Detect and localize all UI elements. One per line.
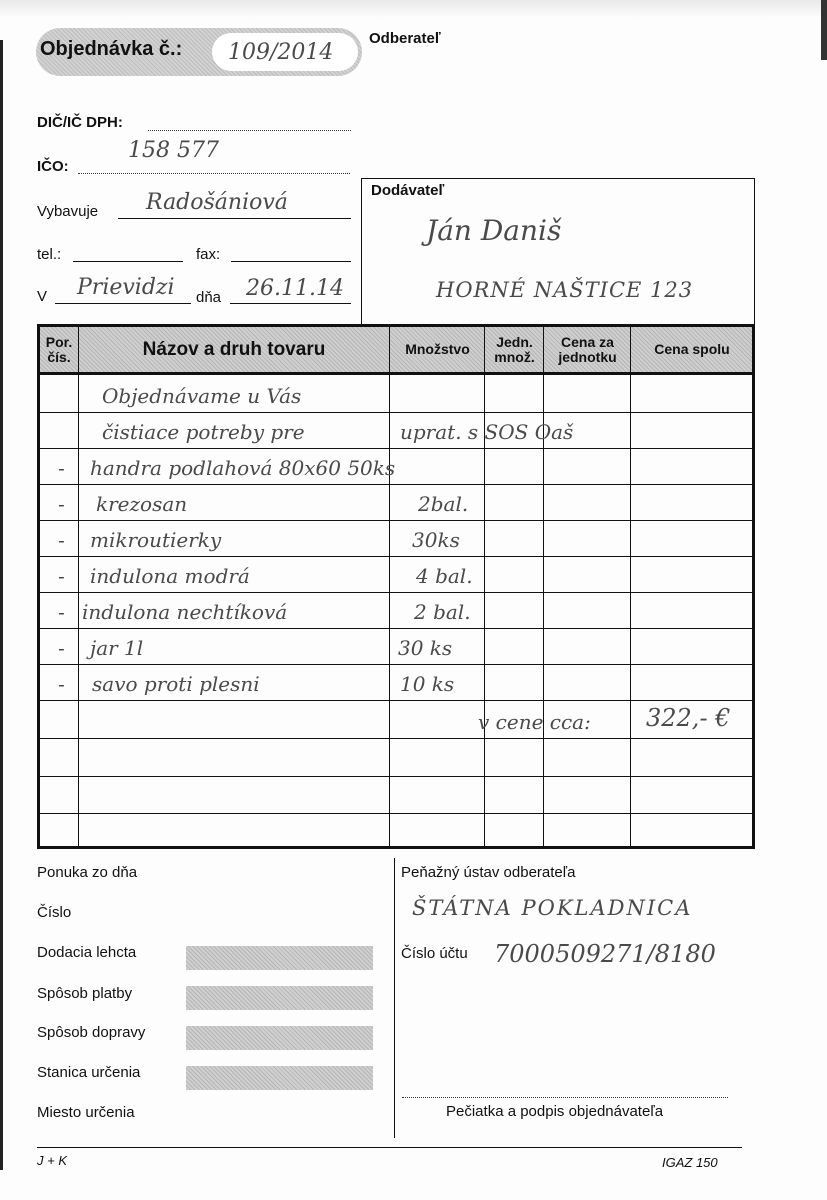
row-8-name: jar 1l [90, 636, 144, 660]
row-divider [40, 738, 752, 739]
row-divider [40, 484, 752, 485]
destination-label: Miesto určenia [37, 1104, 135, 1121]
row-divider [40, 776, 752, 777]
page-right-edge [821, 0, 827, 60]
row-divider [40, 664, 752, 665]
col-divider [630, 327, 631, 846]
row-4-num: - [58, 492, 65, 516]
offer-date-label: Ponuka zo dňa [37, 864, 138, 881]
payment-label: Spôsob platby [37, 985, 133, 1002]
delivery-term-label: Dodacia lehcta [37, 944, 137, 961]
page-top-edge [0, 0, 827, 18]
right-code: IGAZ 150 [662, 1155, 718, 1170]
row-3-name: handra podlahová 80x60 50ks [90, 456, 396, 480]
row-divider [40, 448, 752, 449]
dic-field[interactable] [148, 130, 351, 131]
row-6-num: - [58, 564, 65, 588]
date-value: 26.11.14 [246, 276, 344, 301]
header-unit: Jedn. množ. [494, 333, 535, 365]
date-field[interactable] [230, 303, 351, 304]
signature-field[interactable] [402, 1097, 728, 1098]
left-code: J + K [37, 1153, 67, 1168]
row-divider [40, 412, 752, 413]
header-qty: Množstvo [405, 341, 470, 358]
signature-label: Pečiatka a podpis objednávateľa [446, 1103, 664, 1120]
row-divider [40, 813, 752, 814]
supplier-label: Dodávateľ [371, 182, 445, 199]
order-label: Objednávka č.: [40, 38, 183, 60]
header-name: Názov a druh tovaru [142, 338, 326, 360]
transport-label: Spôsob dopravy [37, 1024, 146, 1041]
header-num: Por. čís. [45, 333, 73, 365]
row-4-qty: 2bal. [418, 492, 469, 516]
col-divider [78, 327, 79, 846]
row-7-qty: 2 bal. [414, 600, 471, 624]
station-label: Stanica určenia [37, 1064, 141, 1081]
in-value: Prievidzi [77, 275, 175, 300]
page-left-edge [0, 40, 3, 1170]
supplier-address: HORNÉ NAŠTICE 123 [436, 278, 694, 302]
dic-label: DIČ/IČ DPH: [37, 114, 123, 131]
row-5-num: - [58, 528, 65, 552]
row-6-name: indulona modrá [90, 564, 250, 588]
row-1-name: Objednávame u Vás [102, 384, 302, 408]
col-divider [543, 327, 544, 846]
issued-by-label: Vybavuje [37, 203, 99, 220]
delivery-term-field[interactable] [186, 946, 373, 970]
ico-field[interactable] [78, 173, 350, 174]
payment-field[interactable] [186, 986, 373, 1010]
fax-field[interactable] [231, 261, 351, 262]
order-number-value: 109/2014 [228, 40, 334, 65]
header-total: Cena spolu [654, 341, 730, 358]
tel-field[interactable] [73, 261, 183, 262]
supplier-name: Ján Daniš [426, 214, 562, 247]
ico-label: IČO: [37, 158, 69, 175]
bank-label: Peňažný ústav odberateľa [401, 864, 576, 881]
header-unit-price: Cena za jednotku [558, 333, 617, 365]
footer-divider [394, 858, 395, 1138]
col-divider [389, 327, 390, 846]
row-2-qty: uprat. s SOS Oaš [400, 420, 574, 444]
row-9-name: savo proti plesni [92, 672, 260, 696]
date-label: dňa [196, 289, 222, 306]
row-divider [40, 592, 752, 593]
account-label: Číslo účtu [401, 945, 468, 962]
supplier-box [361, 178, 755, 326]
transport-field[interactable] [186, 1026, 373, 1050]
row-7-name: indulona nechtíková [82, 600, 288, 624]
number-label: Číslo [37, 904, 72, 921]
price-total: 322,- € [646, 704, 731, 732]
row-divider [40, 520, 752, 521]
station-field[interactable] [186, 1066, 373, 1090]
row-divider [40, 628, 752, 629]
in-label: V [37, 288, 48, 305]
tel-label: tel.: [37, 246, 62, 263]
row-4-name: krezosan [96, 492, 188, 516]
footer-line [37, 1147, 742, 1148]
bank-value: ŠTÁTNA POKLADNICA [412, 896, 693, 920]
row-6-qty: 4 bal. [416, 564, 473, 588]
row-8-qty: 30 ks [398, 636, 453, 660]
row-8-num: - [58, 636, 65, 660]
customer-label: Odberateľ [369, 30, 441, 47]
row-divider [40, 700, 752, 701]
in-field[interactable] [55, 303, 191, 304]
issued-by-value: Radošániová [146, 190, 288, 215]
row-5-qty: 30ks [412, 528, 460, 552]
price-note: v cene cca: [478, 710, 591, 734]
row-9-num: - [58, 672, 65, 696]
row-5-name: mikroutierky [90, 528, 222, 552]
col-divider [484, 327, 485, 846]
ico-value: 158 577 [128, 138, 219, 163]
row-7-num: - [58, 600, 65, 624]
row-3-num: - [58, 456, 65, 480]
fax-label: fax: [196, 246, 221, 263]
issued-by-field[interactable] [118, 218, 351, 219]
account-value: 7000509271/8180 [494, 940, 716, 968]
row-9-qty: 10 ks [400, 672, 455, 696]
row-divider [40, 556, 752, 557]
row-2-name: čistiace potreby pre [102, 420, 305, 444]
